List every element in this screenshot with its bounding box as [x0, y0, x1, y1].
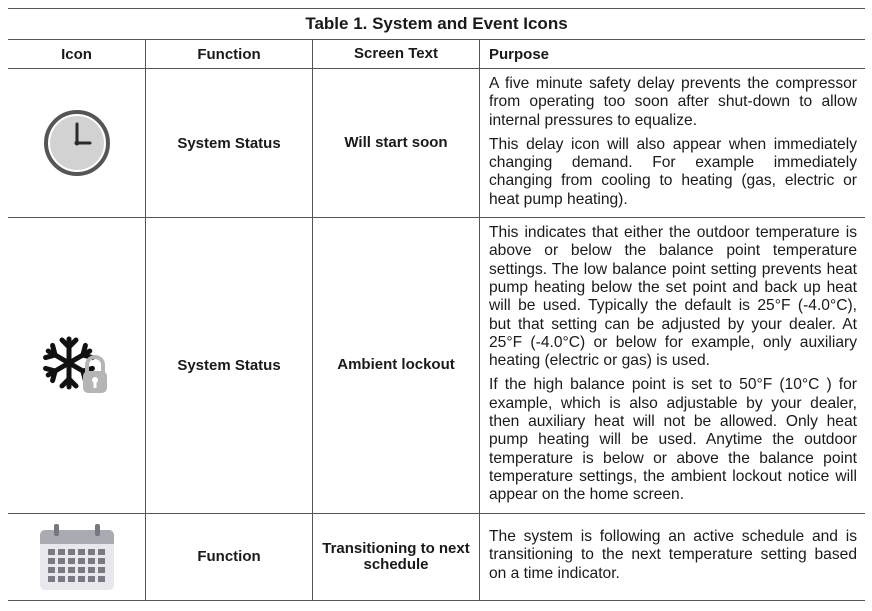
- calendar-icon: [38, 522, 116, 592]
- purpose-cell: [480, 513, 866, 600]
- icon-cell: [8, 69, 146, 218]
- system-event-icons-table: [8, 8, 865, 601]
- icon-cell: [8, 218, 146, 513]
- purpose-paragraph: If the high balance point is set to 50°F (10°C ) for example, which is also adjustable by your dealer, then auxiliary heat will not be allowed. Only heat pump heating will be used. Anytime the outdoor temperature is below or above the balance point temperature settings, the ambient lockout notice will appear on the home screen.: [489, 376, 857, 504]
- header-function: Function: [146, 40, 313, 69]
- function-cell: System Status: [146, 69, 313, 218]
- purpose-paragraph: A five minute safety delay prevents the compressor from operating too soon after shut-down to allow internal pressures to equalize.: [489, 75, 857, 129]
- table-row: [8, 513, 865, 600]
- header-purpose: Purpose: [480, 40, 866, 69]
- purpose-paragraph: This delay icon will also appear when immediately changing demand. For example immediately changing from cooling to heating (gas, electric or heat pump heating).: [489, 135, 857, 208]
- table-row: [8, 218, 865, 513]
- purpose-cell: [480, 69, 866, 218]
- clock-icon: [43, 109, 111, 177]
- function-cell: System Status: [146, 218, 313, 513]
- icon-cell: [8, 513, 146, 600]
- function-cell: Function: [146, 513, 313, 600]
- icon-table-container: [8, 8, 865, 601]
- snowflake-lock-icon: [41, 331, 113, 399]
- purpose-paragraph: This indicates that either the outdoor temperature is above or below the balance point temperature settings. The low balance point setting prevents heat pump heating below the set point and back up heat will be used. Typically the default is 25°F (-4.0°C), but that setting can be adjusted by your dealer. At 25°F (-4.0°C) or below for example, only auxiliary heating (electric or gas) is used.: [489, 224, 857, 370]
- table-title: Table 1. System and Event Icons: [8, 8, 865, 39]
- header-icon: Icon: [8, 40, 146, 69]
- purpose-cell: [480, 218, 866, 513]
- screen-text-cell: Transitioning to next schedule: [313, 513, 480, 600]
- purpose-paragraph: The system is following an active schedule and is transitioning to the next temperature setting based on a time indicator.: [489, 528, 857, 582]
- table-row: [8, 69, 865, 218]
- header-row: [8, 40, 865, 69]
- screen-text-cell: Will start soon: [313, 69, 480, 218]
- screen-text-cell: Ambient lockout: [313, 218, 480, 513]
- header-screen-text: Screen Text: [313, 40, 480, 69]
